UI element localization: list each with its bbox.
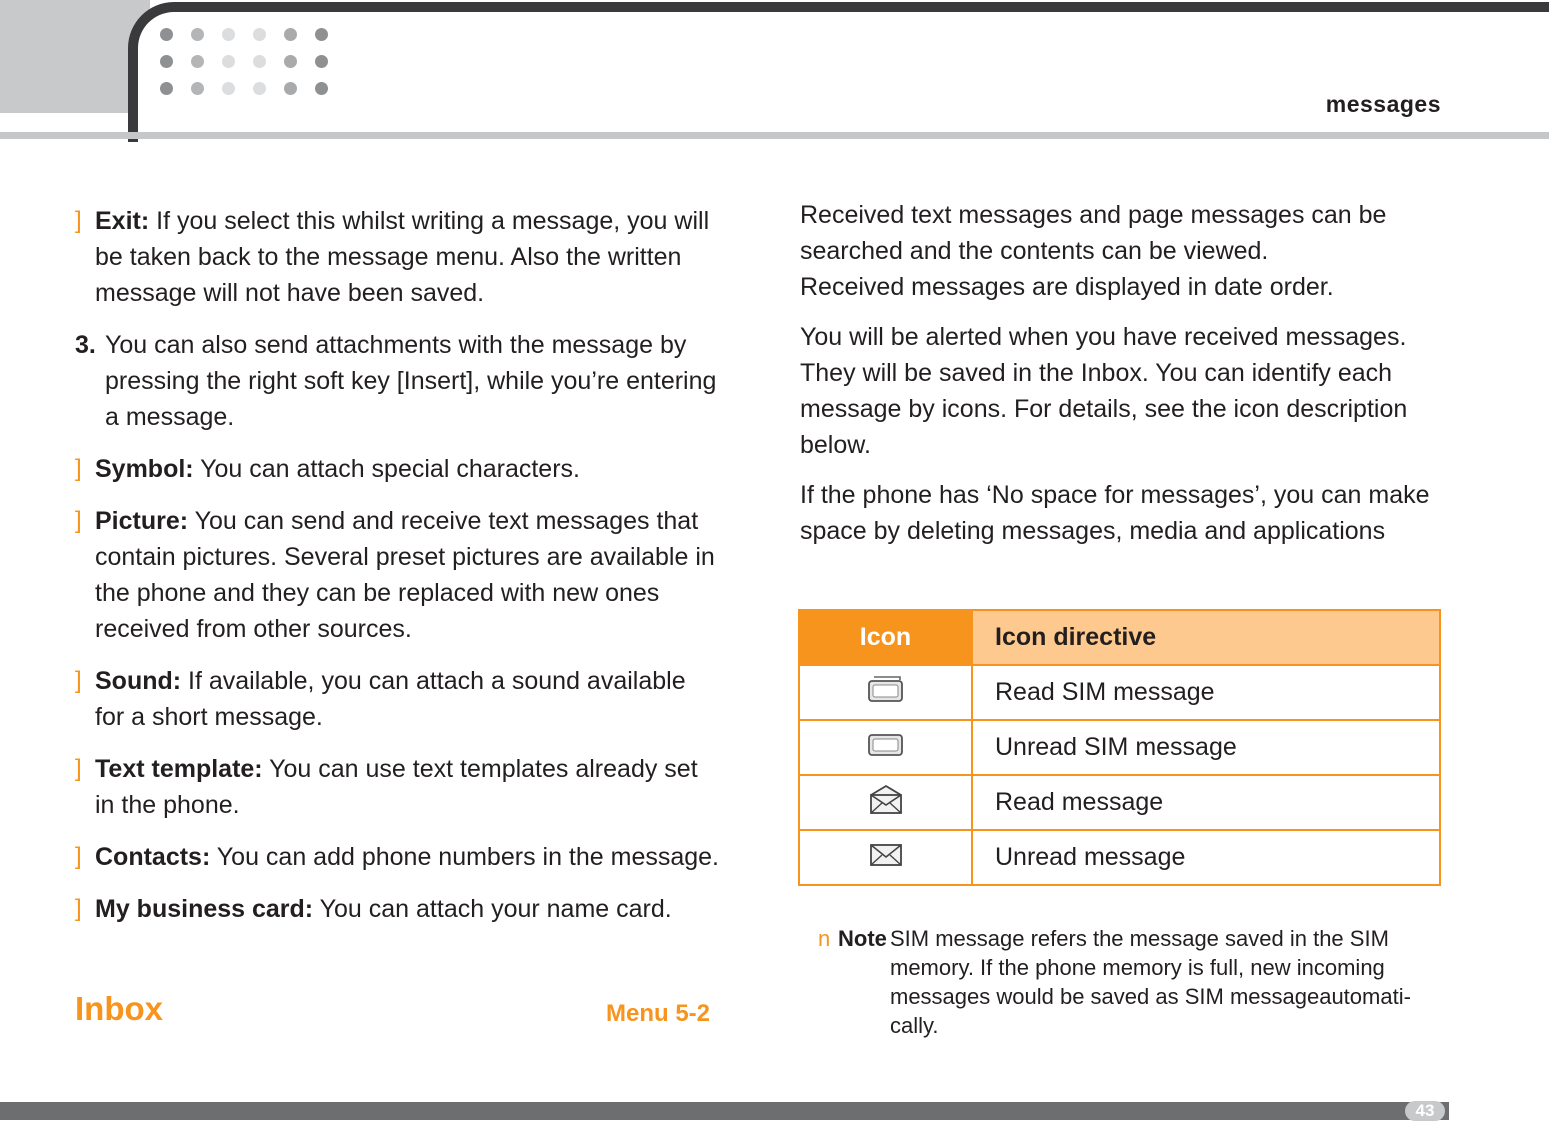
decorative-dot <box>315 28 328 41</box>
option-text: You can send and receive text messages that contain pictures. Several preset pictures are available in the phone and they can be replaced with new ones received from other sources. <box>95 507 715 643</box>
decorative-dot <box>191 28 204 41</box>
header-frame <box>128 2 1549 142</box>
option-label: Contacts: <box>95 843 211 871</box>
decorative-dot <box>315 55 328 68</box>
step-text: You can also send attachments with the message by pressing the right soft key [Insert], while you’re entering a message. <box>105 331 717 431</box>
header-divider <box>0 132 1549 139</box>
option-symbol <box>75 451 720 487</box>
envelope-closed-icon <box>866 839 906 869</box>
column-header-icon: Icon <box>799 610 972 665</box>
table-row <box>799 775 1440 830</box>
icon-table <box>798 609 1441 886</box>
decorative-dot <box>253 55 266 68</box>
note-text: SIM message refers the message saved in the SIM memory. If the phone memory is full, new incoming messages would be saved as SIM messageautomati-cally. <box>890 926 1411 1038</box>
option-label: Text template: <box>95 755 263 783</box>
bullet-marker: ] <box>75 207 82 234</box>
inbox-title: Inbox <box>75 990 163 1027</box>
sim-unread-icon <box>866 729 906 759</box>
bullet-marker: ] <box>75 667 82 694</box>
table-header-row <box>799 610 1440 665</box>
option-label: Symbol: <box>95 455 194 483</box>
paragraph-alert: You will be alerted when you have received messages. They will be saved in the Inbox. You can identify each message by icons. For details, see the icon description below. <box>800 323 1408 459</box>
decorative-dot <box>160 55 173 68</box>
paragraph-intro <box>800 197 1450 305</box>
right-column <box>800 197 1450 563</box>
sim-read-icon <box>866 674 906 704</box>
decorative-dot <box>160 28 173 41</box>
bullet-marker: ] <box>75 895 82 922</box>
note-block <box>818 924 1443 1040</box>
note-label: Note <box>838 926 887 951</box>
option-text: If you select this whilst writing a message, you will be taken back to the message menu. Also the written message will not have been saved. <box>95 207 710 307</box>
bullet-marker: ] <box>75 843 82 870</box>
step-3 <box>75 327 720 435</box>
column-header-directive: Icon directive <box>972 610 1440 665</box>
table-row <box>799 665 1440 720</box>
option-label: Exit: <box>95 207 150 235</box>
decorative-dot <box>222 55 235 68</box>
bullet-marker: ] <box>75 507 82 534</box>
decorative-dot <box>284 82 297 95</box>
icon-cell <box>799 665 972 720</box>
paragraph-intro-2: Received messages are displayed in date order. <box>800 273 1334 301</box>
icon-cell <box>799 830 972 885</box>
option-label: Sound: <box>95 667 182 695</box>
decorative-dot <box>253 82 266 95</box>
option-label: Picture: <box>95 507 189 535</box>
decorative-dot <box>222 82 235 95</box>
option-contacts <box>75 839 720 875</box>
option-text-template <box>75 751 720 823</box>
bullet-marker: ] <box>75 455 82 482</box>
paragraph-intro-1: Received text messages and page messages can be searched and the contents can be viewed. <box>800 201 1387 265</box>
icon-cell <box>799 720 972 775</box>
decorative-dot <box>222 28 235 41</box>
paragraph-space: If the phone has ‘No space for messages’, you can make space by deleting messages, media and applications <box>800 481 1430 545</box>
option-exit <box>75 203 720 311</box>
icon-directive: Unread message <box>972 830 1440 885</box>
decorative-dot <box>160 82 173 95</box>
inbox-heading-row <box>75 990 710 1028</box>
table-row <box>799 720 1440 775</box>
option-text: You can add phone numbers in the message. <box>210 843 720 871</box>
option-text: You can attach special characters. <box>193 455 580 483</box>
decorative-dot <box>191 55 204 68</box>
option-label: My business card: <box>95 895 314 923</box>
icon-cell <box>799 775 972 830</box>
step-number: 3. <box>75 331 96 359</box>
table-row <box>799 830 1440 885</box>
decorative-dot <box>253 28 266 41</box>
option-sound <box>75 663 720 735</box>
envelope-open-icon <box>866 783 906 815</box>
decorative-dot <box>284 55 297 68</box>
icon-directive: Unread SIM message <box>972 720 1440 775</box>
option-text: You can use text templates already set in the phone. <box>95 755 698 819</box>
option-text: If available, you can attach a sound available for a short message. <box>95 667 686 731</box>
decorative-dot <box>315 82 328 95</box>
option-business-card <box>75 891 720 927</box>
option-text: You can attach your name card. <box>313 895 672 923</box>
icon-directive: Read SIM message <box>972 665 1440 720</box>
left-column <box>75 203 720 943</box>
section-title: messages <box>1325 91 1441 117</box>
note-marker: n <box>818 926 831 951</box>
decorative-dot <box>191 82 204 95</box>
menu-reference: Menu 5-2 <box>605 1000 710 1027</box>
decorative-dot <box>284 28 297 41</box>
icon-directive: Read message <box>972 775 1440 830</box>
option-picture <box>75 503 720 647</box>
footer-bar <box>0 1102 1449 1120</box>
page-number: 43 <box>1415 1101 1435 1120</box>
bullet-marker: ] <box>75 755 82 782</box>
